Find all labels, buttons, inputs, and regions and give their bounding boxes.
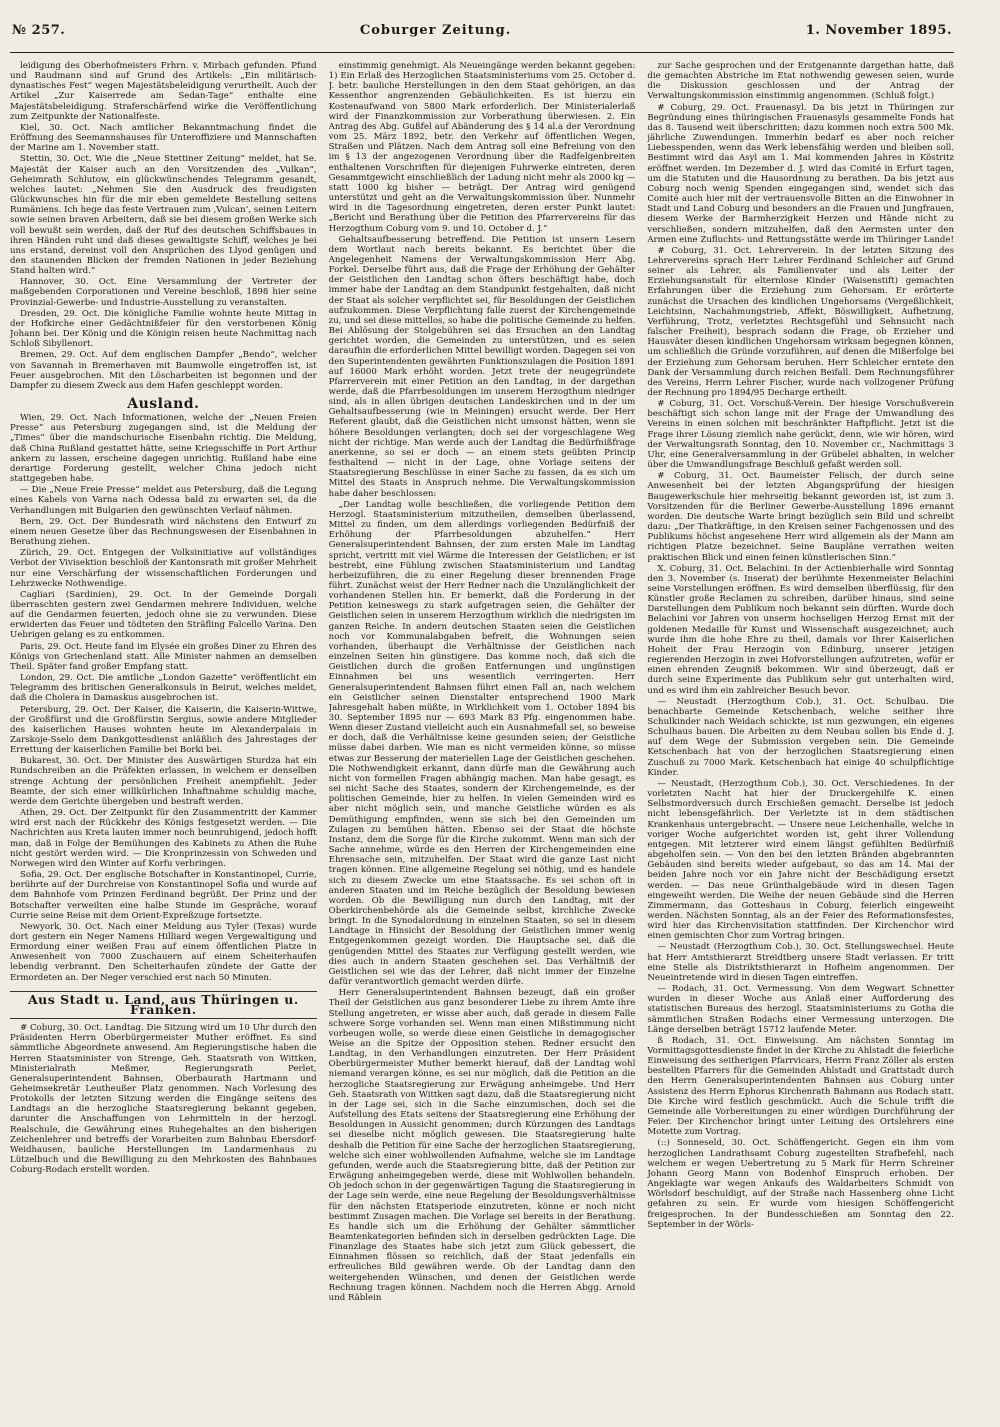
- article: Wien, 29. Oct. Nach Informationen, welche der „Neuen Freien Presse“ aus Petersburg zugegangen sind, ist die Meldung der „Times“ über die mandschurische Eisenbahn richtig. Die Meldung, daß China Rußland gestattet hätte, seine Kriegsschiffe in Port Arthur ankern zu lassen, erscheine dagegen unrichtig. Rußland habe eine derartige Forderung gestellt, welcher China jedoch nicht stattgegeben habe.: [10, 413, 317, 485]
- section-heading-stadt: Aus Stadt u. Land, aus Thüringen u. Franken.: [10, 991, 317, 1019]
- article: „Der Landtag wolle beschließen, die vorliegende Petition dem Herzogl. Staatsministerium mitzutheilen, demselben überlassend, Mittel zu finden, um dem allerdings vorliegenden Bedürfniß der Erhöhung der Pfarrbesoldungen abzuhelfen.“ Herr Generalsuperintendent Bahnsen, der zum ersten Male im Landtag spricht, vertritt mit viel Wärme die Interessen der Geistlichen; er ist bestrebt, eine Fühlung zwischen Staatsministerium und Landtag herbeizuführen, die zu einer Regelung dieser brennenden Frage führt. Zunächst weist der Herr Redner nach die Unzulänglichkeit der vorhandenen Stellen hin. Er bemerkt, daß die Forderung in der Petition keineswegs zu stark aufgetragen seien, die Gehälter der Geistlichen seien in unserem Herzogthum wirklich die niedrigsten im ganzen Reiche. In andern deutschen Staaten seien die Geistlichen noch vor Kommunalabgaben befreit, die Wohnungen seien vorhanden, überhaupt die Verhältnisse der Geistlichen nach einzelnen Seiten hin günstigere. Das komme noch, daß sich die Geistlichen durch die großen Entfernungen und ungünstigen Einnahmen bei uns wesentlich verringerten. Herr Generalsuperintendent Bahnsen führt einen Fall an, nach welchem ein Geistlicher seinen Dienstalter entsprechend 1900 Mark Jahresgehalt haben müßte, in Wirklichkeit vom 1. October 1894 bis 30. September 1895 nur — 693 Mark 83 Pfg. eingenommen habe. Wenn dieser Zustand vielleicht auch ein Ausnahmefall sei, so beweise er doch, daß die Verhältnisse keine gesunden seien; der Geistliche müsse dabei darben. Wie man es nicht vermeiden könne, so müsse etwas zur Besserung der materiellen Lage der Geistlichen geschehen. Die Nothwendigkeit erkannt, dann dürfe man die Gewährung auch nicht von formellen Fragen abhängig machen. Man habe gesagt, es sei nicht Sache des Staates, sondern der Kirchengemeinde, es der politischen Gemeinde, hier zu helfen. In vielen Gemeinden wird es aber nicht möglich sein, und manche Geistliche würden es als Demüthigung empfinden, wenn sie sich bei den Gemeinden um Zulagen zu bemühen hätten. Ebenso sei der Staat die höchste Instanz, dem die Sorge für die Kirche zukommt. Wenn man sich der Sache annehme, würde es den Herren der Kirchengemeinden eine Ehrensache sein, mitzuhelfen. Der Staat wird die ganze Last nicht tragen können. Eine allgemeine Regelung sei nöthig, und es handele sich zu diesem Zwecke um eine Staatssache. Es sei schon oft in anderen Staaten und im Reiche bezüglich der Besoldung bewiesen worden. Ob die Bewilligung nun durch den Landtag, mit der Oberkirchenbehörde als die Gemeinde selbst, kirchliche Zwecke bringt. In die Synodalordnung in einzelnen Staaten, so sei in diesem Landtage in Hinsicht der Besoldung der Geistlichen immer wenig Entgegenkommen gezeigt worden. Die Hauptsache sei, daß die genügenden Mittel des Staates zur Verfügung gestellt werden, wie dies auch in andern Staaten geschehen sei. Das Verhältniß der Geistlichen sei wie das der Lehrer, daß nicht immer der Einzelne dafür verantwortlich gemacht werden dürfe.: [328, 499, 636, 988]
- article: Sofia, 29. Oct. Der englische Botschafter in Konstantinopel, Currie, berührte auf der Durchreise von Konstantinopel Sofia und wurde auf dem Bahnhofe vom Prinzen Ferdinand begrüßt. Der Prinz und der Botschafter verweilten eine halbe Stunde im Gespräche, worauf Currie seine Reise mit dem Orient-Expreßzuge fortsetzte.: [10, 870, 317, 921]
- article: # Coburg, 31. Oct. Vorschuß-Verein. Der hiesige Vorschußverein beschäftigt sich schon lange mit der Frage der Umwandlung des Vereins in einen solchen mit beschränkter Haftpflicht. Jetzt ist die Frage ihrer Lösung ziemlich nahe gerückt, denn, wie wir hören, wird der Verwaltungsrath Sonntag, den 10. November cr., Nachmittags 3 Uhr, eine Generalversammlung in der Grübelei abhalten, in welcher über die Umwandlungsfrage Beschluß gefaßt werden soll.: [647, 399, 955, 471]
- article: — Neustadt, (Herzogthum Cob.), 30. Oct. Verschiedenes. In der vorletzten Nacht hat hier der Druckergehilfe K. einen Selbstmordversuch durch Erschießen gemacht. Derselbe ist jedoch nicht lebensgefährlich. Der Verletzte ist in dem städtischen Krankenhaus untergebracht. — Unsere neue Leichenhalle, welche in voriger Woche aufgerichtet worden ist, geht ihrer Vollendung entgegen. Mit letzterer wird einem längst gefühlten Bedürfniß abgeholfen sein. — Von den bei den letzten Bränden abgebrannten Gebäuden sind bereits wieder aufgebaut, so das am 14. Mai der beiden Jahre noch vor ein Jahre nicht der Beschädigung ersetzt werden. — Das neue Grünthalgebäude wird in diesen Tagen eingeweiht werden. Die Weihe der neuen Gebäude sind die Herren Zimmermann, das Gotteshaus in Coburg, feierlich eingeweiht werden. Nächsten Sonntag, als an der Feier des Reformationsfestes, wird hier das Kirchenvisitation stattfinden. Der Kirchenchor wird einen gemischten Chor zum Vortrag bringen.: [647, 778, 955, 942]
- article: (::) Sonneseld, 30. Oct. Schöffengericht. Gegen ein ihm vom herzoglichen Landrathsamt Coburg zugestellten Strafbefehl, nach welchem er wegen Uebertretung zu 5 Mark für Herrn Schreiner Johann Georg Mann von Bodenhof Einspruch erhoben. Der Angeklagte war wegen Ankaufs des Waldarbeiters Schmidt von Wörlsdorf beschuldigt, auf der Straße nach Hassenberg ohne Licht gefahren zu sein. Er wurde vom hiesigen Schöffengericht freigesprochen. In der Bundesschießen am Sonntag den 22. September in der Wörls-: [647, 1138, 955, 1230]
- article: zur Sache gesprochen und der Erstgenannte dargethan hatte, daß die gemachten Abstriche im Etat nothwendig gewesen seien, wurde die Diskussion geschlossen und der Antrag der Verwaltungskommission einstimmig angenommen. (Schluß folgt.): [647, 61, 955, 102]
- article: ß Rodach, 31. Oct. Einweisung. Am nächsten Sonntag im Vormittagsgottesdienste findet in der Kirche zu Ahlstadt die feierliche Einweisung des seitherigen Pfarrvicars, Herrn Franz Zöller als ersten bestellten Pfarrers für die Gemeinden Ahlstadt und Grattstadt durch den Herrn Generalsuperintendenten Bahnsen aus Coburg unter Assistenz des Herrn Ephorus Kirchenrath Bahmann aus Rodach statt. Die Kirche wird festlich geschmückt. Auch die Schule trifft die Gemeinde alle Vorbereitungen zu einer würdigen Durchführung der Feier. Der Kirchenchor bringt unter Leitung des Ortslehrers eine Motette zum Vortrag.: [647, 1035, 955, 1138]
- issue-number: № 257.: [12, 22, 66, 38]
- article: Newyork, 30. Oct. Nach einer Meldung aus Tyler (Texas) wurde dort gestern ein Neger Namens Hilliard wegen Vergewaltigung und Ermordung einer weißen Frau auf einem öffentlichen Platze in Anwesenheit von 7000 Zuschauern auf einem Scheiterhaufen lebendig verbrannt. Den Scheiterhaufen zündete der Gatte der Ermordeten an. Der Neger verschied erst nach 50 Minuten.: [10, 921, 317, 983]
- article: Bremen, 29. Oct. Auf dem englischen Dampfer „Bendo“, welcher von Savannah in Bremerhaven mit Baumwolle eingetroffen ist, ist Feuer ausgebrochen. Mit den Löscharbeiten ist begonnen und der Dampfer zu diesem Zweck aus dem Hafen geschleppt worden.: [10, 350, 317, 391]
- masthead: [10, 8, 954, 53]
- article: Bern, 29. Oct. Der Bundesrath wird nächstens den Entwurf zu einem neuen Gesetze über das Rechnungswesen der Eisenbahnen in Berathung ziehen.: [10, 516, 317, 548]
- article: leidigung des Oberhofmeisters Frhrn. v. Mirbach gefunden. Pfund und Raudmann sind auf Grund des Artikels: „Ein militärisch-dynastisches Fest“ wegen Majestätsbeleidigung verurtheilt. Auch der Artikel „Zur Kaiserrede am Sedan-Tage“ enthalte eine Majestätsbeleidigung. Straferschärfend wirke die Veröffentlichung zum Zeitpunkte der Nationalfeste.: [10, 61, 317, 122]
- article: Petersburg, 29. Oct. Der Kaiser, die Kaiserin, die Kaiserin-Wittwe, der Großfürst und die Großfürstin Sergius, sowie andere Mitglieder des kaiserlichen Hauses wohnten heute im Alexanderpalais in Zarskoje-Sselo dem Dankgottesdienst anläßlich des Jahrestages der Errettung der kaiserlichen Familie bei Borki bei.: [10, 704, 317, 756]
- article: X. Coburg, 31. Oct. Belachini. In der Actienbierhalle wird Sonntag den 3. November (s. Inserat) der berühmte Hexenmeister Belachini seine Vorstellungen eröffnen. Es wird demselben überflüssig, für den Künstler große Reclamen zu schreiben, darüber hinaus, sind seine Darstellungen dem Publikum noch bekannt sein dürften. Wurde doch Belachini vor Jahren von unserm hochseligen Herzog Ernst mit der goldenen Medaille für Kunst und Wissenschaft ausgezeichnet; auch wurde ihm die hohe Ehre zu theil, damals vor Ihrer Kaiserlichen Hoheit der Frau Herzogin von Edinburg, unserer jetzigen regierenden Herzogin in zwei Hofvorstellungen aufzutreten, wofür er einen ehrenden Zeugniß bekommen. Wir sind überzeugt, daß er durch seine Experimente das Publikum sehr gut unterhalten wird, und es wird ihm ein zahlreicher Besuch bevor.: [647, 563, 955, 696]
- article: — Neustadt (Herzogthum Cob.), 30. Oct. Stellungswechsel. Heute hat Herr Amtsthierarzt Streidtberg unsere Stadt verlassen. Er tritt eine Stelle als Distriktsthierarzt in Hofheim angenommen. Der Neueintretende wird in diesen Tagen eintreffen.: [647, 942, 955, 983]
- section-heading-ausland: Ausland.: [127, 396, 200, 412]
- article: — Die „Neue Freie Presse“ meldet aus Petersburg, daß die Legung eines Kabels von Varna nach Odessa bald zu erwarten sei, da die Verhandlungen mit Bulgarien den gewünschten Verlauf nähmen.: [10, 485, 317, 516]
- article: Cagliari (Sardinien), 29. Oct. In der Gemeinde Dorgali überraschten gestern zwei Gendarmen mehrere Individuen, welche auf die Gendarmen feuerten, jedoch ohne sie zu verwunden. Diese erwiderten das Feuer und tödteten den Sträfling Falcello Varina. Den Uebrigen gelang es zu entkommen.: [10, 589, 317, 641]
- article: — Rodach, 31. Oct. Vermessung. Von dem Wegwart Schnetter wurden in dieser Woche aus Anlaß einer Aufforderung des statistischen Bureaus des herzogl. Staatsministeriums zu Gotha die sämmtlichen Straßen Rodachs einer Vermessung unterzogen. Die Länge derselben beträgt 15712 laufende Meter.: [647, 984, 955, 1035]
- columns: [10, 61, 954, 1421]
- newspaper-title: Coburger Zeitung.: [359, 22, 512, 38]
- column-2: [329, 61, 636, 1421]
- article: # Coburg, 30. Oct. Landtag. Die Sitzung wird um 10 Uhr durch den Präsidenten Herrn Oberbürgermeister Muther eröffnet. Es sind sämmtliche Abgeordnete anwesend. Am Regierungstische haben die Herren Staatsminister von Strenge, Geh. Staatsrath von Wittken, Ministerialrath Meßmer, Regierungsrath Perlet, Generalsuperintendent Bahnsen, Oberbaurath Hartmann und Geheimsekretär Leutheußer Platz genommen. Nach Vorlesung des Protokolls der letzten Sitzung werden die Eingänge seitens des Landtags an die herzogliche Staatsregierung bekannt gegeben, darunter die Anschaffungen von Lehrmitteln in der herzogl. Realschule, die Gewährung eines Ruhegehaltes an den bisherigen Zeichenlehrer und betreffs der Vorarbeiten zum Bahnbau Ebersdorf-Weidhausen, bauliche Herstellungen im Landarmenhaus zu Lützelbuch und die Bewilligung zu den Mehrkosten des Bahnbaues Coburg-Rodach erstellt worden.: [10, 1023, 317, 1176]
- article: Hannover, 30. Oct. Eine Versammlung der Vertreter der maßgebenden Corporationen und Vereine beschloß, 1898 hier seine Provinzial-Gewerbe- und Industrie-Ausstellung zu veranstalten.: [10, 277, 317, 308]
- article: Bukarest, 30. Oct. Der Minister des Auswärtigen Sturdza hat ein Rundschreiben an die Präfekten erlassen, in welchem er denselben strenge Achtung der persönlichen Freiheit anempfiehlt. Jeder Beamte, der sich einer willkürlichen Inhaftnahme schuldig mache, werde dem Gerichte übergeben und bestraft werden.: [10, 756, 317, 807]
- column-3: [647, 61, 954, 1421]
- article: Paris, 29. Oct. Heute fand im Elysée ein großes Diner zu Ehren des Königs von Griechenland statt. Alle Minister nahmen an demselben Theil. Später fand großer Empfang statt.: [10, 641, 317, 672]
- article: # Coburg, 29. Oct. Frauenasyl. Da bis jetzt in Thüringen zur Begründung eines thüringischen Frauenasyls gesammelte Fonds hat das 8. Tausend weit überschritten; dazu kommen noch extra 500 Mk. jährliche Zuwendungen. Immerhin bedarf es aber noch reicher Liebesspenden, wenn das Werk lebensfähig werden und bleiben soll. Bestimmt wird das Asyl am 1. Mai kommenden Jahres in Köstritz eröffnet werden. Im Dezember d. J. wird das Comité in Erfurt tagen, um die Statuten und die Hausordnung zu berathen. Da bis jetzt aus Coburg noch wenig Spenden eingegangen sind, wendet sich das Comité auch hier mit der vertrauensvolle Bitten an die Einwohner in Stadt und Land Coburg und besonders an die Frauen und Jungfrauen, diesem Werke der Barmherzigkeit Herzen und Hände nicht zu verschließen, sondern mitzuhelfen, daß den Aermsten unter den Armen eine Zufluchts- und Rettungsstätte werde im Thüringer Lande!: [647, 102, 955, 245]
- article: einstimmig genehmigt. Als Neueingänge werden bekannt gegeben: 1) Ein Erlaß des Herzoglichen Staatsministeriums vom 25. October d. J. betr. bauliche Herstellungen in den dem Staat gehörigen, an das Kessenthor angrenzenden Gebäulichkeiten. Es ist hierzu ein Kostenaufwand von 5800 Mark erforderlich. Der Ministerialerlaß wird der Finanzkommission zur Vorberathung überwiesen. 2. Ein Antrag des Abg. Gußfel auf Abänderung des § 14 al.a der Verordnung vom 25. März 1892, betr. den Verkehr auf öffentlichen Wegen, Straßen und Plätzen. Nach dem Antrag soll eine Befreiung von den im § 13 der angezogenen Verordnung über die Radfelgenbreiten enthaltenen Vorschriften für diejenigen Fuhrwerke eintreten, deren Gesammtgewicht einschließlich der Ladung nicht mehr als 2000 kg — statt 1000 kg bisher — beträgt. Der Antrag wird genügend unterstützt und geht an die Verwaltungskommission über. Nunmehr wird in die Tagesordnung eingetreten, deren erster Punkt lautet: „Bericht und Berathung über die Petition des Pfarrervereins für das Herzogthum Coburg vom 9. und 10. October d. J.“: [328, 61, 636, 234]
- article: # Coburg, 31. Oct. Baumeister Felisch, der durch seine Anwesenheit bei der letzten Abgangsprüfung der hiesigen Baugewerkschule hier mehrseitig bekannt geworden ist, ist zum 3. Vorsitzenden für die Berliner Gewerbe-Ausstellung 1896 ernannt worden. Die deutsche Warte bringt bezüglich sein Bild und schreibt dazu: „Der Thatkräftige, in den Kreisen seiner Fachgenossen und des Publikums höchst angesehene Herr wird allgemein als der Mann am richtigen Platze bezeichnet. Seine Baupläne verrathen weiten praktischen Blick und einen feinen künstlerischen Sinn.“: [647, 471, 955, 563]
- article: Dresden, 29. Oct. Die königliche Familie wohnte heute Mittag in der Hofkirche einer Gedächtnißfeier für den verstorbenen König Johann bei. Der König und die Königin reisen heute Nachmittag nach Schloß Sibyllenort.: [10, 308, 317, 350]
- article: Herr Generalsuperintendent Bahnsen bezeugt, daß ein großer Theil der Geistlichen aus ganz besonderer Liebe zu ihrem Amte ihre Stellung angetreten, er wisse aber auch, daß gerade in diesem Falle schwere Sorge vorhanden sei. Wenn man einen Mißstimmung nicht vorbeugen wolle, so werde diese einen Geistliche in demagogischer Weise an die Spitze der Opposition stehen. Redner ersucht den Landtag, in den Verhandlungen einzutreten. Der Herr Präsident Oberbürgermeister Muther bemerkt hierauf, daß der Landtag wohl niemand verargen könne, es sei nur möglich, daß die Petition an die herzogliche Staatsregierung zur Erwägung anheimgebe. Und Herr Geh. Staatsrath von Wittken sagt dazu, daß die Staatsregierung nicht in der Lage sei, sich in die Sache einzumischen, doch sei die Aufstellung des Etats seitens der Staatsregierung eine Erhöhung der Besoldungen in Aussicht genommen; durch Kürzungen des Landtags sei dieselbe nicht möglich gewesen. Die Staatsregierung halte deshalb die Petition für eine Sache der herzoglichen Staatsregierung, welche sich einer wohlwollenden Aufnahme, welche sie im Landtage gefunden, werde auch die Staatsregierung bitte, daß der Petition zur Erwägung anheimgegeben werde, diese mit Wohlwollen behandeln. Ob jedoch schon in der gegenwärtigen Tagung die Staatsregierung in der Lage sein werde, eine neue Regelung der Besoldungsverhältnisse für den nächsten Etatsperiode einzutreten, könne er noch nicht bestimmt Zusagen machen. Die Vorlage sei bereits in der Berathung. Es handle sich um die Erhöhung der Gehälter sämmtlicher Beamtenkategorien befinden sich in derselben gedrückten Lage. Die Finanzlage des Staates habe sich jetzt zum Glück gebessert, die Einnahmen flössen so reichlich, daß der Staat jedenfalls ein erfreuliches Bild gewähren werde. Ob der Landtag dann den weitergehenden Wünschen, und denen der Geistlichen werde Rechnung tragen können. Nachdem noch die Herren Abgg. Arnold und Räblein: [328, 988, 636, 1303]
- article: Stettin, 30. Oct. Wie die „Neue Stettiner Zeitung“ meldet, hat Se. Majestät der Kaiser auch an den Vorsitzenden des „Vulkan“, Geheimrath Schlutow, ein glückwünschendes Telegramm gesandt, welches lautet: „Nehmen Sie den Ausdruck des freudigsten Glückwunsches hin für die mir eben gemeldete Bestellung seitens Rumäniens. Ich hege das feste Vertrauen zum ‚Vulcan‘, seinen Leitern sowie seinen braven Arbeitern, daß sie bei diesem großen Werke sich voll bewußt sein werden, daß der Ruf des deutschen Schiffsbaues in ihren Händen ruht und daß dieses gewaltigste Schiff, welches je bei uns erstand, dereinst voll den Ansprüchen des Llyod genügen und den staunenden Blicken der fremden Nationen in jeder Beziehung Stand halten wird.“: [10, 154, 317, 277]
- article: Athen, 29. Oct. Der Zeitpunkt für den Zusammentritt der Kammer wird erst nach der Rückkehr des Königs festgesetzt werden. — Die Nachrichten aus Kreta lauten immer noch beunruhigend, jedoch hofft man, daß in Folge der Bemühungen des Kabinets zu Athen die Ruhe nicht gestört werden wird. — Die Kronprinzessin von Schweden und Norwegen wird den Winter auf Korfu verbringen.: [10, 808, 317, 869]
- issue-date: 1. November 1895.: [805, 22, 952, 38]
- column-1: [10, 61, 317, 1421]
- article: Zürich, 29. Oct. Entgegen der Volksinitiative auf vollständiges Verbot der Vivisektion beschloß der Kantonsrath mit großer Mehrheit nur eine Verschärfung der wissenschaftlichen Forderungen und Lehrzwecke Nothwendige.: [10, 548, 317, 589]
- article: # Coburg, 31. Oct. Lehrerverein. In der letzten Sitzung des Lehrervereins sprach Herr Lehrer Ferdinand Schleicher auf Grund seiner als Lehrer, als Familienvater und als Leiter der Erziehungsanstalt für elternlose Kinder (Waisenstift) gemachten Erfahrungen über die Erziehung zum Gehorsam. Er erörterte zunächst die Ursachen des kindlichen Ungehorsams (Vergeßlichkeit, Leichtsinn, Nachahmungstrieb, Affekt, Böswilligkeit, Aufhetzung, Verführung, Trotz, verletztes Rechtsgefühl und Sehnsucht nach falscher Freiheit), besprach sodann die Frage, ob Erzieher und Hausväter diesen kindlichen Ungehorsam wirksam begegnen können, um schließlich die Gründe vorzuführen, auf denen die Mißerfolge bei der Erziehung zum Gehorsam beruhen. Herr Schleicher erntete den Dank der Versammlung durch reichen Beifall. Dem Rechnungsführer des Vereins, Herrn Lehrer Fischer, wurde nach vollzogener Prüfung der Rechnung pro 1894/95 Decharge ertheilt.: [647, 245, 955, 398]
- article: London, 29. Oct. Die amtliche „London Gazette“ veröffentlicht ein Telegramm des britischen Generalkonsuls in Beirut, welches meldet, daß die Cholera in Damaskus ausgebrochen ist.: [10, 673, 317, 704]
- article: — Neustadt (Herzogthum Cob.), 31. Oct. Schulbau. Die benachbarte Gemeinde Ketschenbach, welche seither ihre Schulkinder nach Weidach schickte, ist nun gezwungen, ein eigenes Schulhaus bauen. Die Arbeiten zu dem Neubau sollen bis Ende d. J. auf dem Wege der Submission vergeben sein. Die Gemeinde Ketschenbach hat von der herzoglichen Staatsregierung einen Zuschuß zu 7000 Mark. Ketschenbach hat einige 40 schulpflichtige Kinder.: [647, 696, 955, 778]
- article: Gehaltsaufbesserung betreffend. Die Petition ist unsern Lesern dem Wortlaut nach bereits bekannt. Es berichtet über die Angelegenheit Namens der Verwaltungskommission Herr Abg. Forkel. Derselbe führt aus, daß die Frage der Erhöhung der Gehälter der Geistlichen den Landtag schon öfters beschäftigt habe, doch immer habe der Landtag an dem Standpunkt festgehalten, daß nicht der Staat als solcher verpflichtet sei, für Besoldungen der Geistlichen aufzukommen. Diese Verpflichtung falle zuerst der Kirchengemeinde zu, und sei diese mittellos, so habe die politische Gemeinde zu helfen. Bei Ablösung der Stolgebühren sei das Ersuchen an den Landtag gerichtet worden, die Gemeinden zu unterstützen, und es seien daraufhin die erforderlichen Mittel bewilligt worden. Dagegen sei von den Superintendenten gewährten Funktionszulagen die Position 1891 auf 16000 Mark erhöht worden. Jetzt trete der neugegründete Pfarrerverein mit einer Petition an den Landtag, in der dargethan werde, daß die Pfarrbesoldungen im unserem Herzogthum niedriger sind, als in allen übrigen deutschen Landeskirchen und in der um Gehaltsaufbesserung (wie in Meiningen) ersucht werde. Der Herr Referent glaubt, daß die Geistlichen nicht umsonst hätten, wenn sie höhere Besoldungen verlangten; doch sei der vorgeschlagene Weg nicht der richtige. Man werde auch der Landtag die Bedürfnißfrage anerkenne, so sei er doch — an einem stets geübten Princip festhaltend — nicht in der Lage, ohne Vorlage seitens der Staatsregierung Beschlüsse in einer Sache zu fassen, da es sich um Mittel des Staats in Anspruch nehme. Die Verwaltungskommission habe daher beschlossen:: [328, 234, 636, 499]
- article: Kiel, 30. Oct. Nach amtlicher Bekanntmachung findet die Eröffnung des Seemannshauses für Unteroffiziere und Mannschaften der Marine am 1. November statt.: [10, 122, 317, 154]
